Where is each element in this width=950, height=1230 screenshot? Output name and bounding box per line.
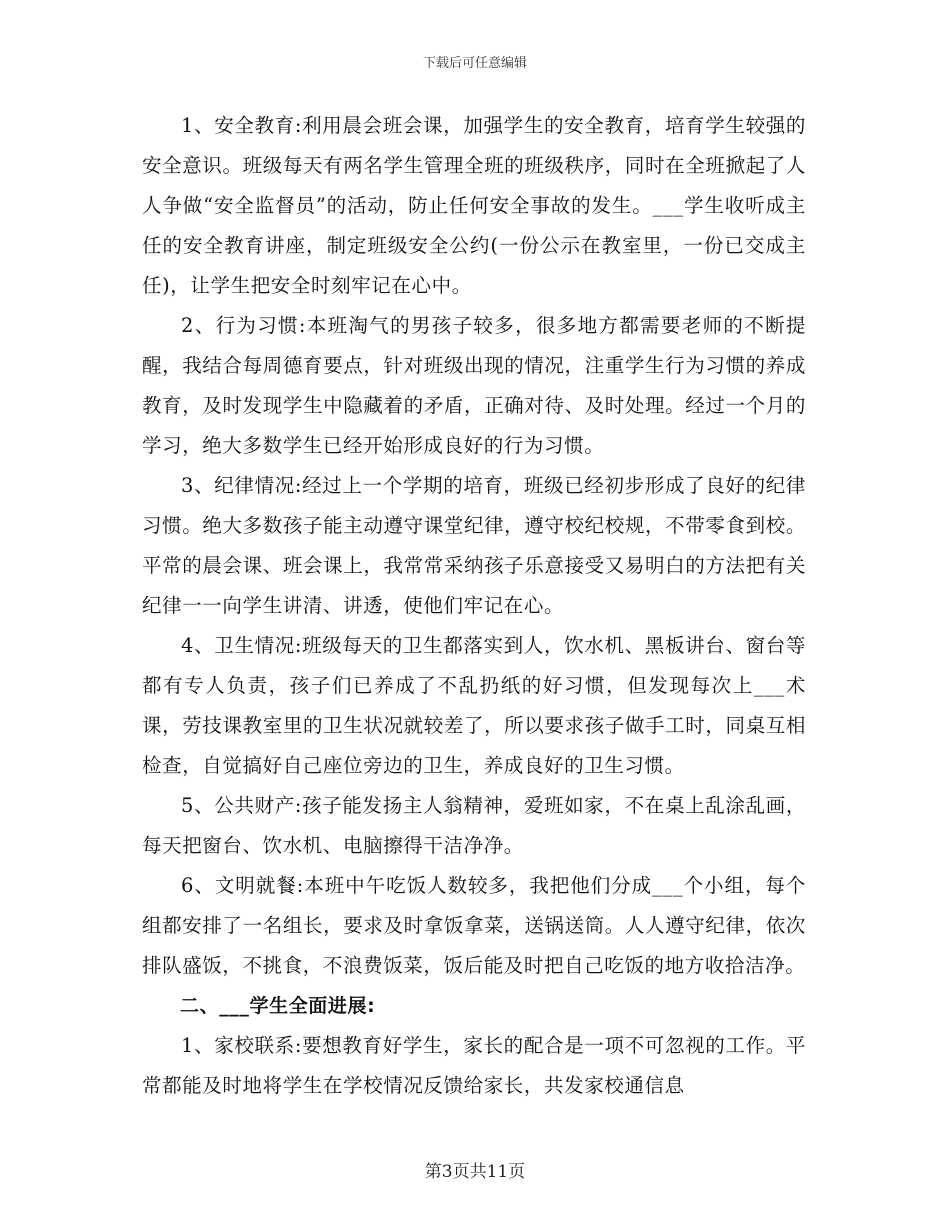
paragraph-home-school-contact: 1、家校联系:要想教育好学生，家长的配合是一项不可忽视的工作。平常都能及时地将学生在学校情况反馈给家长，共发家校通信息 — [142, 1034, 806, 1097]
paragraph-public-property: 5、公共财产:孩子能发扬主人翁精神，爱班如家，不在桌上乱涂乱画，每天把窗台、饮水机、电脑擦得干洁净净。 — [142, 794, 806, 857]
document-body — [142, 106, 806, 1106]
section-heading: 二、___学生全面进展: — [180, 995, 376, 1017]
page-header: 下载后可任意编辑 — [422, 56, 527, 71]
paragraph-behavior-habits: 2、行为习惯:本班淘气的男孩子较多，很多地方都需要老师的不断提醒，我结合每周德育要点，针对班级出现的情况，注重学生行为习惯的养成教育，及时发现学生中隐藏着的矛盾，正确对待、及时处理。经过一个月的学习，绝大多数学生已经开始形成良好的行为习惯。 — [142, 314, 806, 457]
paragraph-civilized-dining: 6、文明就餐:本班中午吃饭人数较多，我把他们分成___个小组，每个组都安排了一名组长，要求及时拿饭拿菜，送锅送筒。人人遵守纪律，依次排队盛饭，不挑食，不浪费饭菜，饭后能及时把自己吃饭的地方收拾洁净。 — [142, 874, 806, 977]
paragraph-safety-education: 1、安全教育:利用晨会班会课，加强学生的安全教育，培育学生较强的安全意识。班级每天有两名学生管理全班的班级秩序，同时在全班掀起了人人争做“安全监督员”的活动，防止任何安全事故的发生。___学生收听成主任的安全教育讲座，制定班级安全公约(一份公示在教室里，一份已交成主任)，让学生把安全时刻牢记在心中。 — [142, 114, 806, 297]
page-footer: 第3页共11页 — [424, 1162, 526, 1182]
paragraph-discipline: 3、纪律情况:经过上一个学期的培育，班级已经初步形成了良好的纪律习惯。绝大多数孩子能主动遵守课堂纪律，遵守校纪校规，不带零食到校。平常的晨会课、班会课上，我常常采纳孩子乐意接受又易明白的方法把有关纪律一一向学生讲清、讲透，使他们牢记在心。 — [142, 474, 806, 617]
paragraph-hygiene: 4、卫生情况:班级每天的卫生都落实到人，饮水机、黑板讲台、窗台等都有专人负责，孩子们已养成了不乱扔纸的好习惯，但发现每次上___术课，劳技课教室里的卫生状况就较差了，所以要求孩子做手工时，同桌互相检查，自觉搞好自己座位旁边的卫生，养成良好的卫生习惯。 — [142, 634, 806, 777]
